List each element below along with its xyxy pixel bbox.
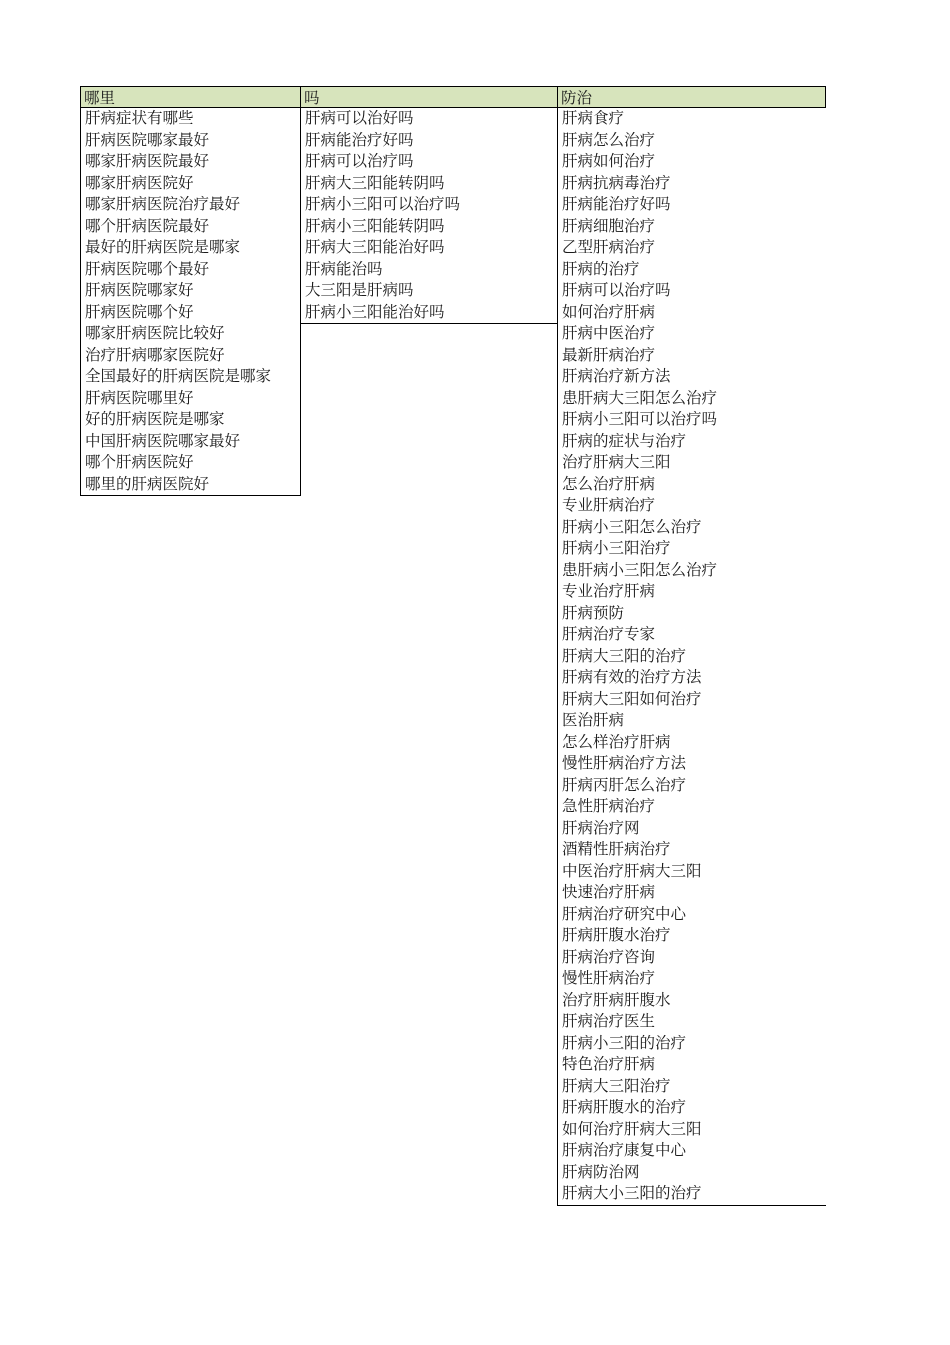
cell[interactable]: 肝病大小三阳的治疗 (562, 1184, 702, 1202)
column-header[interactable]: 吗 (300, 86, 558, 108)
cell[interactable]: 肝病能治疗好吗 (562, 195, 671, 213)
cell[interactable]: 肝病治疗医生 (562, 1012, 656, 1030)
cell[interactable]: 肝病如何治疗 (562, 152, 656, 170)
cell[interactable]: 肝病的症状与治疗 (562, 431, 687, 450)
cell[interactable]: 肝病医院哪家最好 (85, 130, 210, 149)
cell[interactable]: 肝病治疗康复中心 (562, 1141, 687, 1159)
cell[interactable]: 酒精性肝病治疗 (562, 840, 671, 858)
cell[interactable]: 肝病小三阳怎么治疗 (562, 517, 702, 536)
column-body (80, 108, 301, 496)
cell[interactable]: 肝病小三阳能治好吗 (305, 302, 445, 321)
cell[interactable]: 慢性肝病治疗方法 (562, 754, 687, 772)
cell[interactable]: 肝病预防 (562, 603, 625, 622)
cell[interactable]: 哪家肝病医院比较好 (85, 324, 225, 342)
cell[interactable]: 慢性肝病治疗 (562, 969, 656, 987)
cell[interactable]: 如何治疗肝病大三阳 (562, 1119, 702, 1138)
cell[interactable]: 急性肝病治疗 (562, 797, 656, 815)
cell[interactable]: 肝病小三阳的治疗 (562, 1033, 687, 1052)
cell[interactable]: 肝病症状有哪些 (85, 109, 194, 127)
cell[interactable]: 肝病治疗咨询 (562, 947, 656, 966)
cell[interactable]: 哪家肝病医院好 (85, 173, 194, 192)
cell[interactable]: 肝病治疗网 (562, 818, 640, 837)
cell[interactable]: 患肝病大三阳怎么治疗 (562, 388, 718, 407)
cell[interactable]: 最新肝病治疗 (562, 345, 656, 364)
cell[interactable]: 哪个肝病医院最好 (85, 216, 210, 235)
cell[interactable]: 患肝病小三阳怎么治疗 (562, 560, 718, 579)
column-header[interactable]: 防治 (557, 86, 826, 108)
cell[interactable]: 专业治疗肝病 (562, 582, 656, 600)
cell[interactable]: 肝病肝腹水的治疗 (562, 1098, 687, 1116)
cell[interactable]: 肝病肝腹水治疗 (562, 926, 671, 944)
cell[interactable]: 肝病可以治好吗 (305, 109, 414, 127)
cell[interactable]: 快速治疗肝病 (562, 883, 656, 901)
cell[interactable]: 肝病怎么治疗 (562, 130, 656, 149)
cell[interactable]: 最好的肝病医院是哪家 (85, 238, 241, 256)
cell[interactable]: 肝病小三阳可以治疗吗 (305, 195, 461, 213)
cell[interactable]: 哪里的肝病医院好 (85, 474, 210, 493)
column-ma (300, 86, 558, 324)
cell[interactable]: 肝病大三阳的治疗 (562, 646, 687, 665)
column-header[interactable]: 哪里 (80, 86, 301, 108)
cell[interactable]: 哪家肝病医院最好 (85, 152, 210, 170)
cell[interactable]: 好的肝病医院是哪家 (85, 410, 225, 428)
cell[interactable]: 肝病治疗新方法 (562, 367, 671, 385)
cell[interactable]: 治疗肝病大三阳 (562, 453, 671, 471)
cell[interactable]: 肝病医院哪个最好 (85, 259, 210, 278)
cell[interactable]: 专业肝病治疗 (562, 496, 656, 514)
cell[interactable]: 哪个肝病医院好 (85, 453, 194, 471)
cell[interactable]: 肝病中医治疗 (562, 324, 656, 342)
cell[interactable]: 肝病丙肝怎么治疗 (562, 775, 687, 794)
cell[interactable]: 肝病有效的治疗方法 (562, 668, 702, 686)
cell[interactable]: 肝病治疗研究中心 (562, 904, 687, 923)
column-body (300, 108, 558, 324)
cell[interactable]: 肝病防治网 (562, 1162, 640, 1181)
cell[interactable]: 肝病能治吗 (305, 259, 383, 278)
cell[interactable]: 怎么治疗肝病 (562, 474, 656, 493)
cell[interactable]: 如何治疗肝病 (562, 302, 656, 321)
cell[interactable]: 肝病可以治疗吗 (305, 152, 414, 170)
cell[interactable]: 肝病大三阳治疗 (562, 1076, 671, 1095)
column-nali (80, 86, 301, 496)
cell[interactable]: 肝病能治疗好吗 (305, 130, 414, 149)
cell[interactable]: 治疗肝病哪家医院好 (85, 345, 225, 364)
cell[interactable]: 医治肝病 (562, 711, 625, 729)
cell[interactable]: 肝病治疗专家 (562, 625, 656, 643)
cell[interactable]: 怎么样治疗肝病 (562, 732, 671, 751)
cell[interactable]: 大三阳是肝病吗 (305, 281, 414, 299)
cell[interactable]: 肝病抗病毒治疗 (562, 173, 671, 192)
cell[interactable]: 肝病大三阳能转阴吗 (305, 173, 445, 192)
cell[interactable]: 肝病小三阳可以治疗吗 (562, 410, 718, 428)
cell[interactable]: 肝病食疗 (562, 109, 625, 127)
cell[interactable]: 乙型肝病治疗 (562, 238, 656, 256)
cell[interactable]: 肝病大三阳能治好吗 (305, 238, 445, 256)
cell[interactable]: 肝病小三阳治疗 (562, 539, 671, 557)
cell[interactable]: 特色治疗肝病 (562, 1055, 656, 1073)
cell[interactable]: 肝病医院哪家好 (85, 281, 194, 299)
cell[interactable]: 中国肝病医院哪家最好 (85, 431, 241, 450)
cell[interactable]: 全国最好的肝病医院是哪家 (85, 367, 272, 385)
cell[interactable]: 肝病医院哪里好 (85, 388, 194, 407)
cell[interactable]: 治疗肝病肝腹水 (562, 990, 671, 1009)
cell[interactable]: 肝病可以治疗吗 (562, 281, 671, 299)
cell[interactable]: 肝病的治疗 (562, 259, 640, 278)
cell[interactable]: 哪家肝病医院治疗最好 (85, 195, 241, 213)
cell[interactable]: 肝病医院哪个好 (85, 302, 194, 321)
cell[interactable]: 中医治疗肝病大三阳 (562, 861, 702, 880)
cell[interactable]: 肝病大三阳如何治疗 (562, 689, 702, 708)
column-body (557, 108, 826, 1206)
cell[interactable]: 肝病小三阳能转阴吗 (305, 216, 445, 235)
column-fangzhi (557, 86, 826, 1206)
cell[interactable]: 肝病细胞治疗 (562, 216, 656, 235)
